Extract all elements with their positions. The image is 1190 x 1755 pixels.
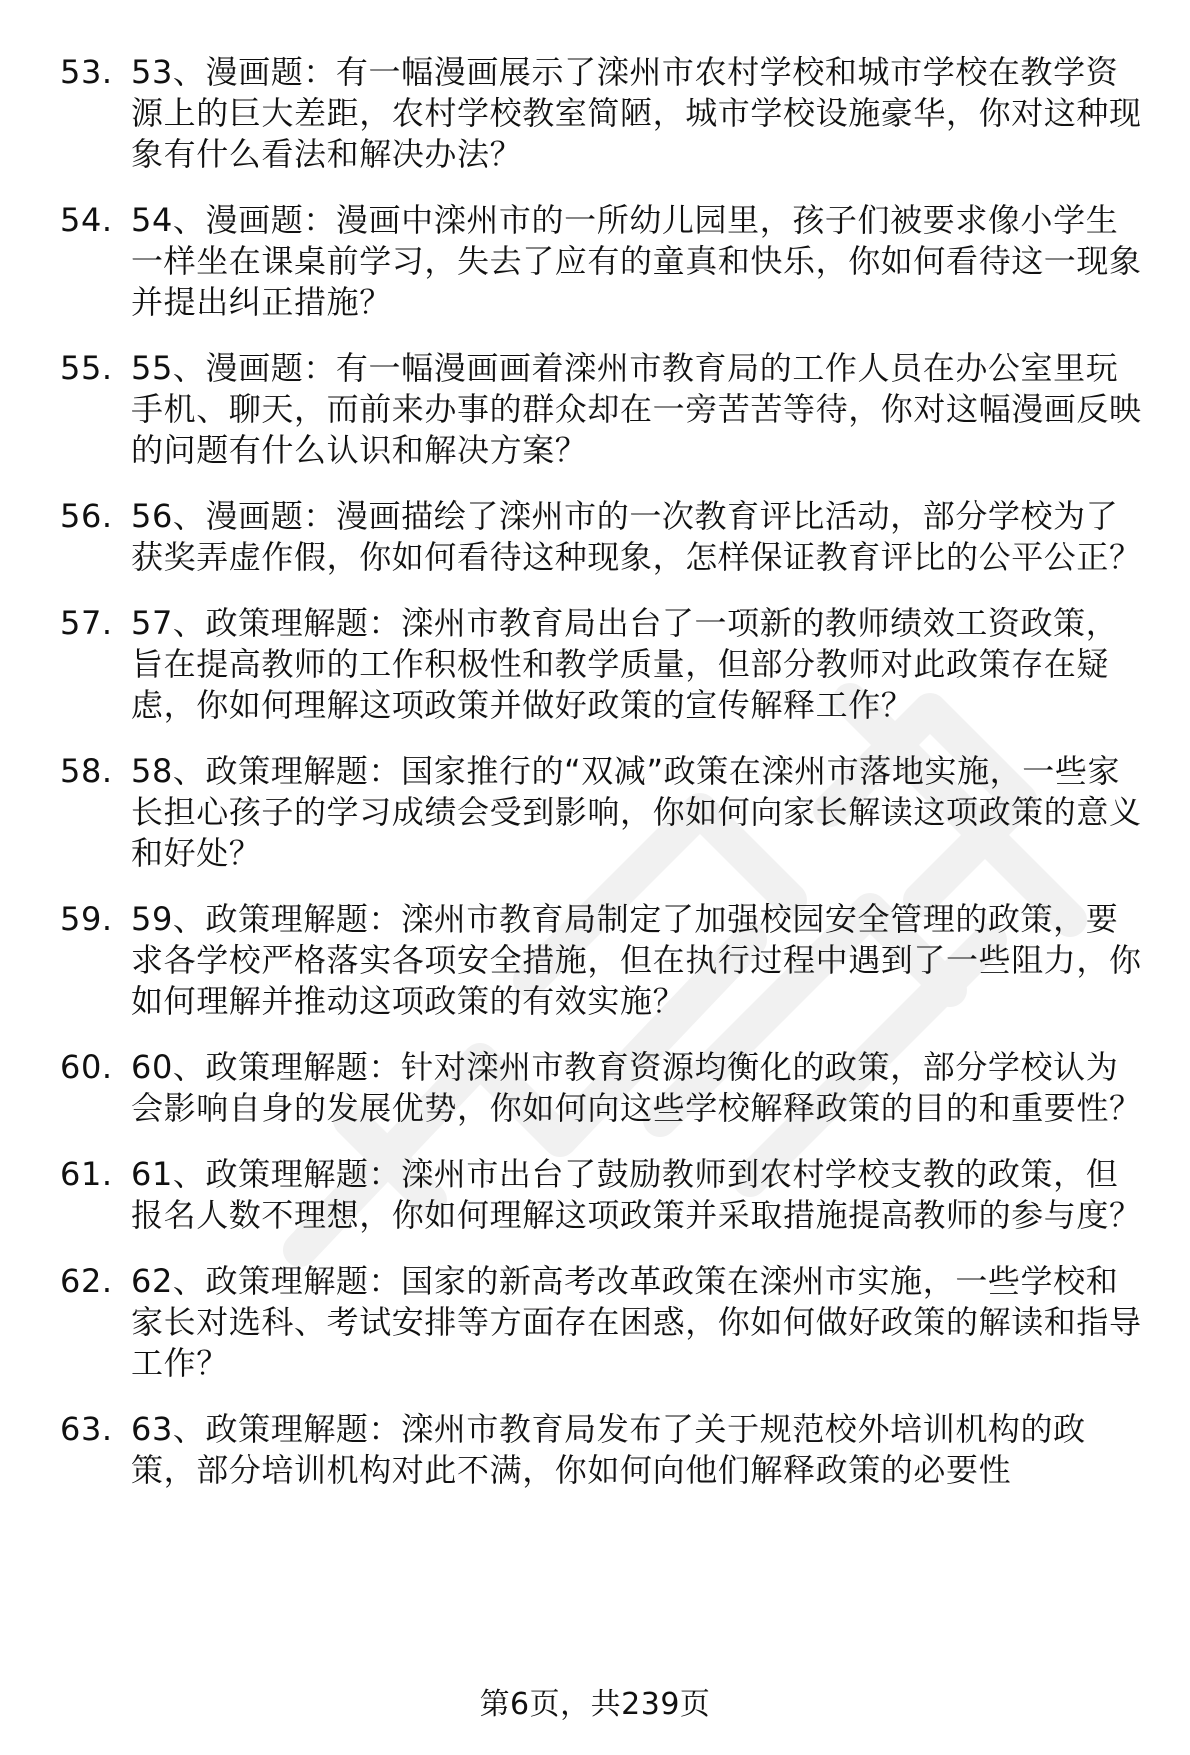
- question-number: 54.: [60, 201, 113, 239]
- question-text: 61、政策理解题：滦州市出台了鼓励教师到农村学校支教的政策，但报名人数不理想，你如何理解这项政策并采取措施提高教师的参与度？: [131, 1155, 1142, 1234]
- question-text: 59、政策理解题：滦州市教育局制定了加强校园安全管理的政策，要求各学校严格落实各项安全措施，但在执行过程中遇到了一些阻力，你如何理解并推动这项政策的有效实施？: [131, 900, 1142, 1020]
- list-item: [60, 496, 1150, 578]
- question-text: 56、漫画题：漫画描绘了滦州市的一次教育评比活动，部分学校为了获奖弄虚作假，你如何看待这种现象，怎样保证教育评比的公平公正？: [131, 497, 1142, 576]
- question-number: 57.: [60, 604, 113, 642]
- question-text: 55、漫画题：有一幅漫画画着滦州市教育局的工作人员在办公室里玩手机、聊天，而前来办事的群众却在一旁苦苦等待，你对这幅漫画反映的问题有什么认识和解决方案？: [131, 349, 1142, 469]
- question-number: 61.: [60, 1155, 113, 1193]
- question-list: [60, 52, 1150, 1516]
- question-number: 53.: [60, 53, 113, 91]
- question-number: 58.: [60, 752, 113, 790]
- list-item: [60, 751, 1150, 874]
- list-item: [60, 603, 1150, 726]
- question-text: 57、政策理解题：滦州市教育局出台了一项新的教师绩效工资政策，旨在提高教师的工作积极性和教学质量，但部分教师对此政策存在疑虑，你如何理解这项政策并做好政策的宣传解释工作？: [131, 604, 1119, 724]
- question-text: 58、政策理解题：国家推行的“双减”政策在滦州市落地实施，一些家长担心孩子的学习成绩会受到影响，你如何向家长解读这项政策的意义和好处？: [131, 752, 1142, 872]
- list-item: [60, 899, 1150, 1022]
- list-item: [60, 200, 1150, 323]
- question-number: 56.: [60, 497, 113, 535]
- question-text: 63、政策理解题：滦州市教育局发布了关于规范校外培训机构的政策，部分培训机构对此不满，你如何向他们解释政策的必要性: [131, 1410, 1086, 1489]
- list-item: [60, 1047, 1150, 1129]
- page-footer: 第6页，共239页: [479, 1687, 711, 1722]
- list-item: [60, 1409, 1150, 1491]
- list-item: [60, 348, 1150, 471]
- question-number: 55.: [60, 349, 113, 387]
- question-text: 60、政策理解题：针对滦州市教育资源均衡化的政策，部分学校认为会影响自身的发展优势，你如何向这些学校解释政策的目的和重要性？: [131, 1048, 1142, 1127]
- question-number: 59.: [60, 900, 113, 938]
- list-item: [60, 52, 1150, 175]
- question-text: 62、政策理解题：国家的新高考改革政策在滦州市实施，一些学校和家长对选科、考试安排等方面存在困惑，你如何做好政策的解读和指导工作？: [131, 1262, 1142, 1382]
- list-item: [60, 1154, 1150, 1236]
- question-number: 60.: [60, 1048, 113, 1086]
- question-number: 62.: [60, 1262, 113, 1300]
- list-item: [60, 1261, 1150, 1384]
- question-number: 63.: [60, 1410, 113, 1448]
- question-text: 53、漫画题：有一幅漫画展示了滦州市农村学校和城市学校在教学资源上的巨大差距，农村学校教室简陋，城市学校设施豪华，你对这种现象有什么看法和解决办法？: [131, 53, 1142, 173]
- question-text: 54、漫画题：漫画中滦州市的一所幼儿园里，孩子们被要求像小学生一样坐在课桌前学习，失去了应有的童真和快乐，你如何看待这一现象并提出纠正措施？: [131, 201, 1142, 321]
